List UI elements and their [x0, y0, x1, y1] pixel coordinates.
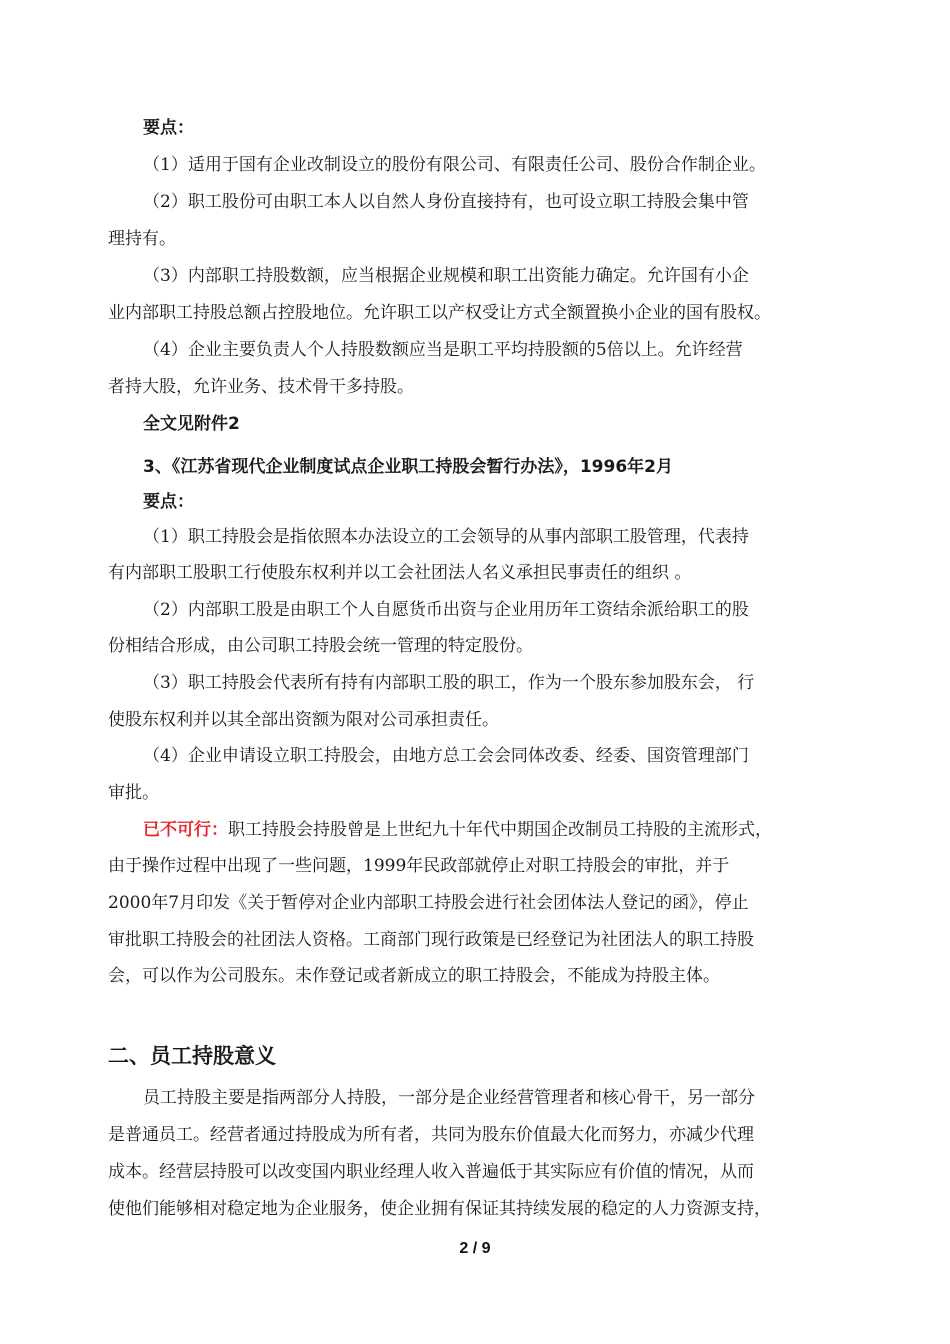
paragraph-line: 理持有。 [108, 229, 176, 249]
not-feasible-label: 已不可行： [143, 820, 228, 840]
paragraph-line: （1）适用于国有企业改制设立的股份有限公司、有限责任公司、股份合作制企业。 [143, 155, 766, 175]
paragraph-line: （4）企业主要负责人个人持股数额应当是职工平均持股额的5倍以上。允许经营 [143, 340, 743, 360]
section-title: 3、《江苏省现代企业制度试点企业职工持股会暂行办法》，1996年2月 [143, 457, 673, 477]
keypoints-label: 要点： [143, 492, 194, 512]
paragraph-line: 有内部职工股职工行使股东权利并以工会社团法人名义承担民事责任的组织 。 [108, 563, 692, 583]
paragraph-line: 由于操作过程中出现了一些问题，1999年民政部就停止对职工持股会的审批，并于 [108, 856, 730, 876]
keypoints-label: 要点： [143, 118, 194, 138]
page-number: 2 / 9 [459, 1240, 491, 1257]
paragraph-line: 者持大股，允许业务、技术骨干多持股。 [108, 377, 414, 397]
paragraph-line: （2）内部职工股是由职工个人自愿货币出资与企业用历年工资结余派给职工的股 [143, 600, 749, 620]
paragraph-line: （1）职工持股会是指依照本办法设立的工会领导的从事内部职工股管理，代表持 [143, 527, 749, 547]
paragraph-line: 份相结合形成，由公司职工持股会统一管理的特定股份。 [108, 636, 533, 656]
paragraph-line: 审批职工持股会的社团法人资格。工商部门现行政策是已经登记为社团法人的职工持股 [108, 930, 754, 950]
section-heading: 二、员工持股意义 [108, 1044, 276, 1068]
paragraph-line: 2000年7月印发《关于暂停对企业内部职工持股会进行社会团体法人登记的函》，停止 [108, 893, 749, 913]
paragraph-line: 会，可以作为公司股东。未作登记或者新成立的职工持股会，不能成为持股主体。 [108, 966, 720, 986]
paragraph-line: （3）内部职工持股数额，应当根据企业规模和职工出资能力确定。允许国有小企 [143, 266, 749, 286]
paragraph-line: 成本。经营层持股可以改变国内职业经理人收入普遍低于其实际应有价值的情况，从而 [108, 1162, 754, 1182]
paragraph-line: 使他们能够相对稳定地为企业服务，使企业拥有保证其持续发展的稳定的人力资源支持， [108, 1199, 771, 1219]
paragraph-line: 是普通员工。经营者通过持股成为所有者，共同为股东价值最大化而努力，亦减少代理 [108, 1125, 754, 1145]
paragraph-line: 业内部职工持股总额占控股地位。允许职工以产权受让方式全额置换小企业的国有股权。 [108, 303, 771, 323]
paragraph-line: （2）职工股份可由职工本人以自然人身份直接持有，也可设立职工持股会集中管 [143, 192, 749, 212]
paragraph-text: 职工持股会持股曾是上世纪九十年代中期国企改制员工持股的主流形式， [228, 820, 772, 840]
paragraph-line [143, 818, 772, 842]
full-text-reference: 全文见附件2 [143, 414, 240, 434]
paragraph-line: 审批。 [108, 783, 159, 803]
paragraph-line: （3）职工持股会代表所有持有内部职工股的职工，作为一个股东参加股东会， 行 [143, 673, 755, 693]
paragraph-line: 使股东权利并以其全部出资额为限对公司承担责任。 [108, 710, 499, 730]
paragraph-line: 员工持股主要是指两部分人持股，一部分是企业经营管理者和核心骨干，另一部分 [143, 1088, 755, 1108]
paragraph-line: （4）企业申请设立职工持股会，由地方总工会会同体改委、经委、国资管理部门 [143, 746, 749, 766]
